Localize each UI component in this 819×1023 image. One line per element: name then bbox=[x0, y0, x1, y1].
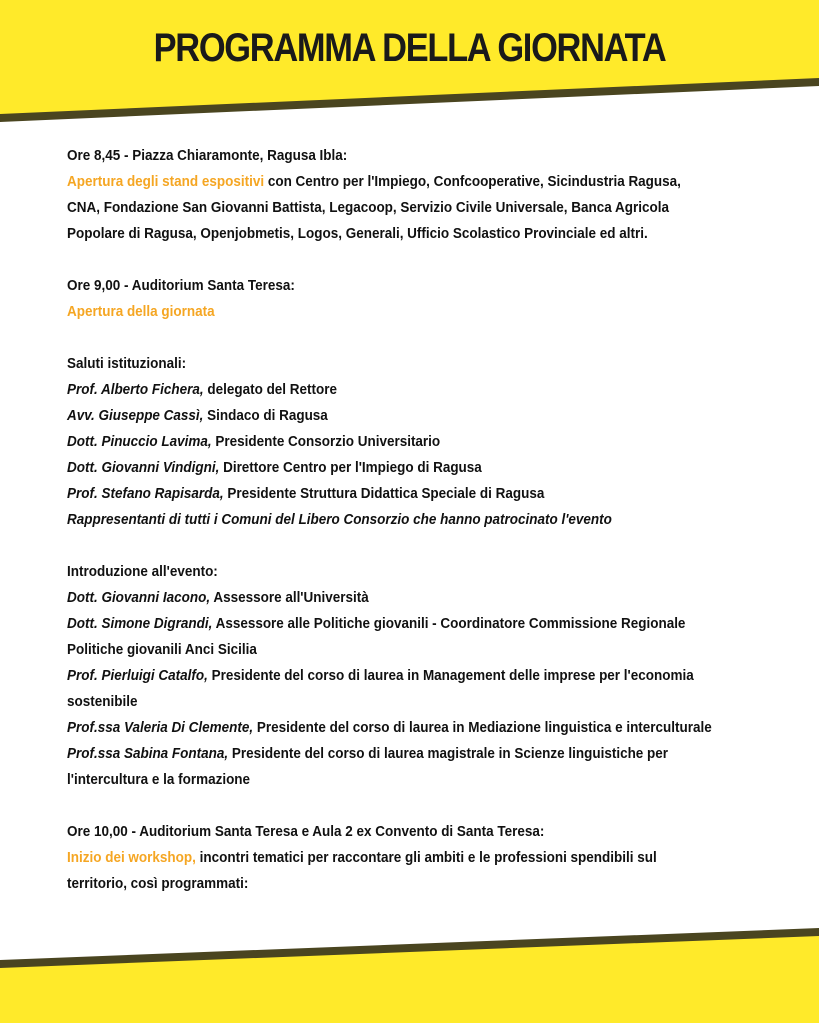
intro-item-continuation: sostenibile bbox=[67, 694, 138, 710]
speaker-name: Avv. Giuseppe Cassì, bbox=[67, 408, 204, 424]
speaker-role: Assessore all'Università bbox=[210, 590, 369, 606]
section-8-45-heading: Ore 8,45 - Piazza Chiaramonte, Ragusa Ibla: bbox=[67, 148, 348, 164]
speaker-role: Presidente del corso di laurea in Management delle imprese per l'economia bbox=[207, 668, 694, 684]
greetings-heading: Saluti istituzionali: bbox=[67, 356, 187, 372]
speaker-role: Presidente del corso di laurea in Mediazione linguistica e interculturale bbox=[253, 720, 712, 736]
municipalities-note: Rappresentanti di tutti i Comuni del Libero Consorzio che hanno patrocinato l'evento bbox=[67, 512, 612, 528]
speaker-role: Presidente Consorzio Universitario bbox=[211, 434, 441, 450]
speaker-name: Prof.ssa Sabina Fontana, bbox=[67, 746, 229, 762]
speaker-name: Prof. Stefano Rapisarda, bbox=[67, 486, 224, 502]
section-8-45-line2: CNA, Fondazione San Giovanni Battista, Legacoop, Servizio Civile Universale, Banca Agricola bbox=[67, 200, 669, 216]
speaker-role: Presidente del corso di laurea magistrale in Scienze linguistiche per bbox=[228, 746, 669, 762]
greeting-item bbox=[67, 429, 718, 455]
speaker-role: Direttore Centro per l'Impiego di Ragusa bbox=[219, 460, 482, 476]
speaker-role: Sindaco di Ragusa bbox=[203, 408, 328, 424]
program-content bbox=[67, 143, 718, 897]
speaker-role: Presidente Struttura Didattica Speciale di Ragusa bbox=[223, 486, 545, 502]
workshop-description: incontri tematici per raccontare gli ambiti e le professioni spendibili sul bbox=[195, 850, 657, 866]
speaker-role: delegato del Rettore bbox=[203, 382, 338, 398]
section-8-45-line3: Popolare di Ragusa, Openjobmetis, Logos, Generali, Ufficio Scolastico Provinciale ed altri. bbox=[67, 226, 648, 242]
intro-item-continuation: Politiche giovanili Anci Sicilia bbox=[67, 642, 257, 658]
intro-item bbox=[67, 585, 718, 611]
greeting-item bbox=[67, 377, 718, 403]
workshop-start-highlight: Inizio dei workshop, bbox=[67, 850, 196, 866]
speaker-name: Dott. Pinuccio Lavima, bbox=[67, 434, 212, 450]
intro-item bbox=[67, 741, 718, 767]
speaker-name: Prof. Alberto Fichera, bbox=[67, 382, 204, 398]
page-title: PROGRAMMA DELLA GIORNATA bbox=[153, 26, 666, 70]
stand-partners-text: con Centro per l'Impiego, Confcooperative, Sicindustria Ragusa, bbox=[264, 174, 681, 190]
speaker-name: Dott. Simone Digrandi, bbox=[67, 616, 213, 632]
intro-item bbox=[67, 611, 718, 637]
greeting-item bbox=[67, 455, 718, 481]
greeting-item bbox=[67, 481, 718, 507]
speaker-role: Assessore alle Politiche giovanili - Coordinatore Commissione Regionale bbox=[212, 616, 686, 632]
intro-item bbox=[67, 663, 718, 689]
intro-item-continuation: l'intercultura e la formazione bbox=[67, 772, 251, 788]
speaker-name: Dott. Giovanni Vindigni, bbox=[67, 460, 220, 476]
speaker-name: Prof. Pierluigi Catalfo, bbox=[67, 668, 208, 684]
speaker-name: Prof.ssa Valeria Di Clemente, bbox=[67, 720, 254, 736]
section-8-45-line1 bbox=[67, 169, 718, 195]
intro-item bbox=[67, 715, 718, 741]
section-9-00-heading: Ore 9,00 - Auditorium Santa Teresa: bbox=[67, 278, 295, 294]
section-10-00-heading: Ore 10,00 - Auditorium Santa Teresa e Aula 2 ex Convento di Santa Teresa: bbox=[67, 824, 545, 840]
stand-opening-highlight: Apertura degli stand espositivi bbox=[67, 174, 265, 190]
speaker-name: Dott. Giovanni Iacono, bbox=[67, 590, 211, 606]
day-opening-highlight: Apertura della giornata bbox=[67, 304, 215, 320]
section-10-00-line2: territorio, così programmati: bbox=[67, 876, 249, 892]
introduction-heading: Introduzione all'evento: bbox=[67, 564, 218, 580]
greeting-item bbox=[67, 403, 718, 429]
section-10-00-line1 bbox=[67, 845, 718, 871]
